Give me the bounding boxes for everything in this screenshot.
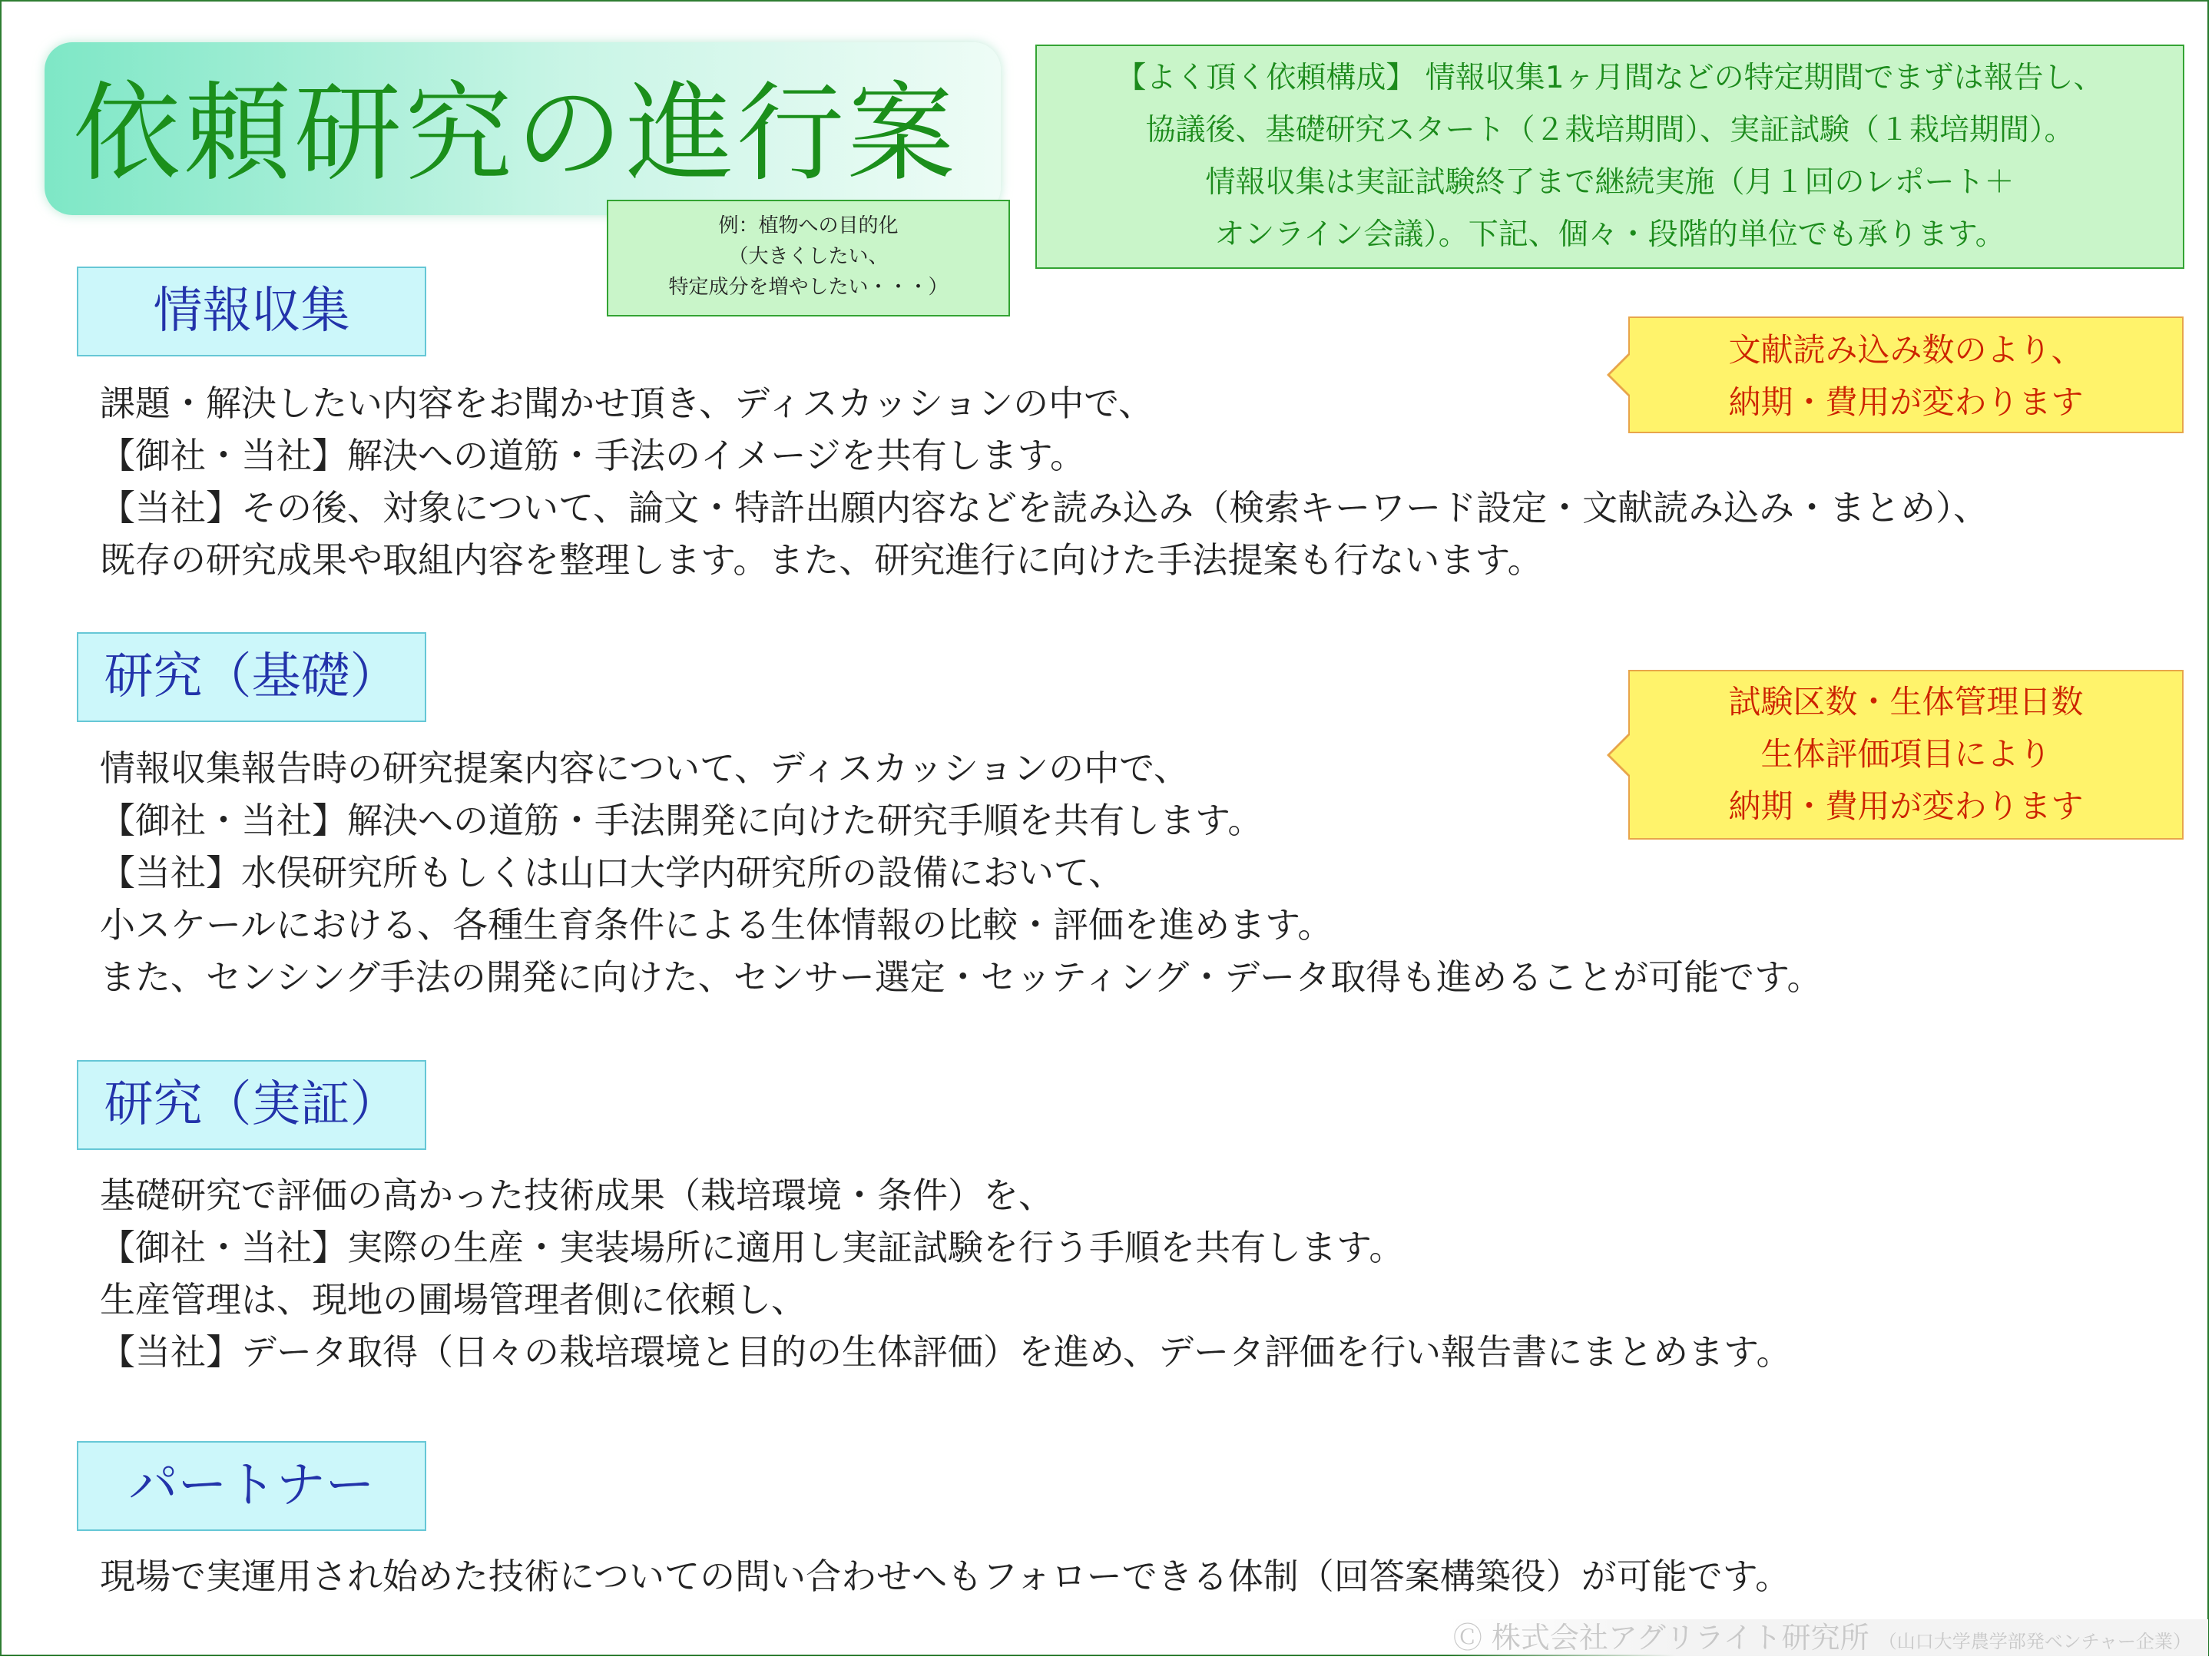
example-note-line: 例：植物への目的化 (718, 214, 899, 237)
note-line: オンライン会議）。下記、個々・段階的単位でも承ります。 (1214, 217, 2005, 252)
copyright-footer (1448, 1619, 2208, 1656)
body-line: 【御社・当社】解決への道筋・手法のイメージを共有します。 (100, 435, 1085, 476)
section-heading-basic-research: 研究（基礎） (77, 632, 426, 722)
body-line: 現場で実運用され始めた技術についての問い合わせへもフォローできる体制（回答案構築役）が可能です。 (100, 1556, 1791, 1597)
note-line: 情報収集は実証試験終了まで継続実施（月１回のレポート＋ (1205, 165, 2015, 200)
example-note-line: （大きくしたい、 (728, 245, 889, 268)
callout-line: 納期・費用が変わります (1728, 787, 2084, 825)
section-heading-info: 情報収集 (77, 267, 426, 356)
callout-line: 文献読み込み数のより、 (1728, 331, 2084, 369)
copyright-text: Ⓒ 株式会社アグリライト研究所 (1452, 1621, 1869, 1655)
body-line: 情報収集報告時の研究提案内容について、ディスカッションの中で、 (100, 747, 1190, 789)
body-line: 【当社】水俣研究所もしくは山口大学内研究所の設備において、 (100, 852, 1124, 893)
callout-line: 納期・費用が変わります (1728, 383, 2084, 421)
section-body-partner (100, 1550, 1790, 1602)
body-line: 【御社・当社】実際の生産・実装場所に適用し実証試験を行う手順を共有します。 (100, 1227, 1405, 1268)
section-body-field-research (100, 1169, 1791, 1378)
request-structure-note (1035, 45, 2184, 269)
body-line: 【当社】その後、対象について、論文・特許出願内容などを読み込み（検索キーワード設定・文献読み込み・まとめ）、 (100, 487, 1989, 528)
note-line: 【よく頂く依頼構成】 情報収集1ヶ月間などの特定期間でまずは報告し、 (1116, 61, 2104, 95)
body-line: また、センシング手法の開発に向けた、センサー選定・セッティング・データ取得も進めることが可能です。 (100, 956, 1823, 998)
note-line: 協議後、基礎研究スタート（２栽培期間）、実証試験（１栽培期間）。 (1145, 113, 2075, 147)
example-note (607, 200, 1010, 316)
section-heading-field-research: 研究（実証） (77, 1060, 426, 1150)
callout-line: 生体評価項目により (1760, 735, 2051, 773)
body-line: 生産管理は、現地の圃場管理者側に依頼し、 (100, 1279, 806, 1320)
callout-info-cost (1628, 316, 2184, 433)
body-line: 基礎研究で評価の高かった技術成果（栽培環境・条件）を、 (100, 1175, 1054, 1216)
callout-basic-cost (1628, 670, 2184, 840)
section-heading-partner: パートナー (77, 1441, 426, 1531)
body-line: 既存の研究成果や取組内容を整理します。また、研究進行に向けた手法提案も行ないます。 (100, 539, 1543, 581)
example-note-line: 特定成分を増やしたい・・・） (668, 276, 949, 299)
body-line: 課題・解決したい内容をお聞かせ頂き、ディスカッションの中で、 (100, 383, 1154, 424)
section-body-basic-research (100, 742, 1823, 1003)
page-title: 依頼研究の進行案 (73, 71, 959, 197)
body-line: 【当社】データ取得（日々の栽培環境と目的の生体評価）を進め、データ評価を行い報告書にまとめます。 (100, 1331, 1792, 1373)
body-line: 小スケールにおける、各種生育条件による生体情報の比較・評価を進めます。 (100, 904, 1333, 946)
body-line: 【御社・当社】解決への道筋・手法開発に向けた研究手順を共有します。 (100, 800, 1263, 841)
callout-line: 試験区数・生体管理日数 (1728, 683, 2084, 721)
copyright-subtext: （山口大学農学部発ベンチャー企業） (1878, 1631, 2191, 1652)
